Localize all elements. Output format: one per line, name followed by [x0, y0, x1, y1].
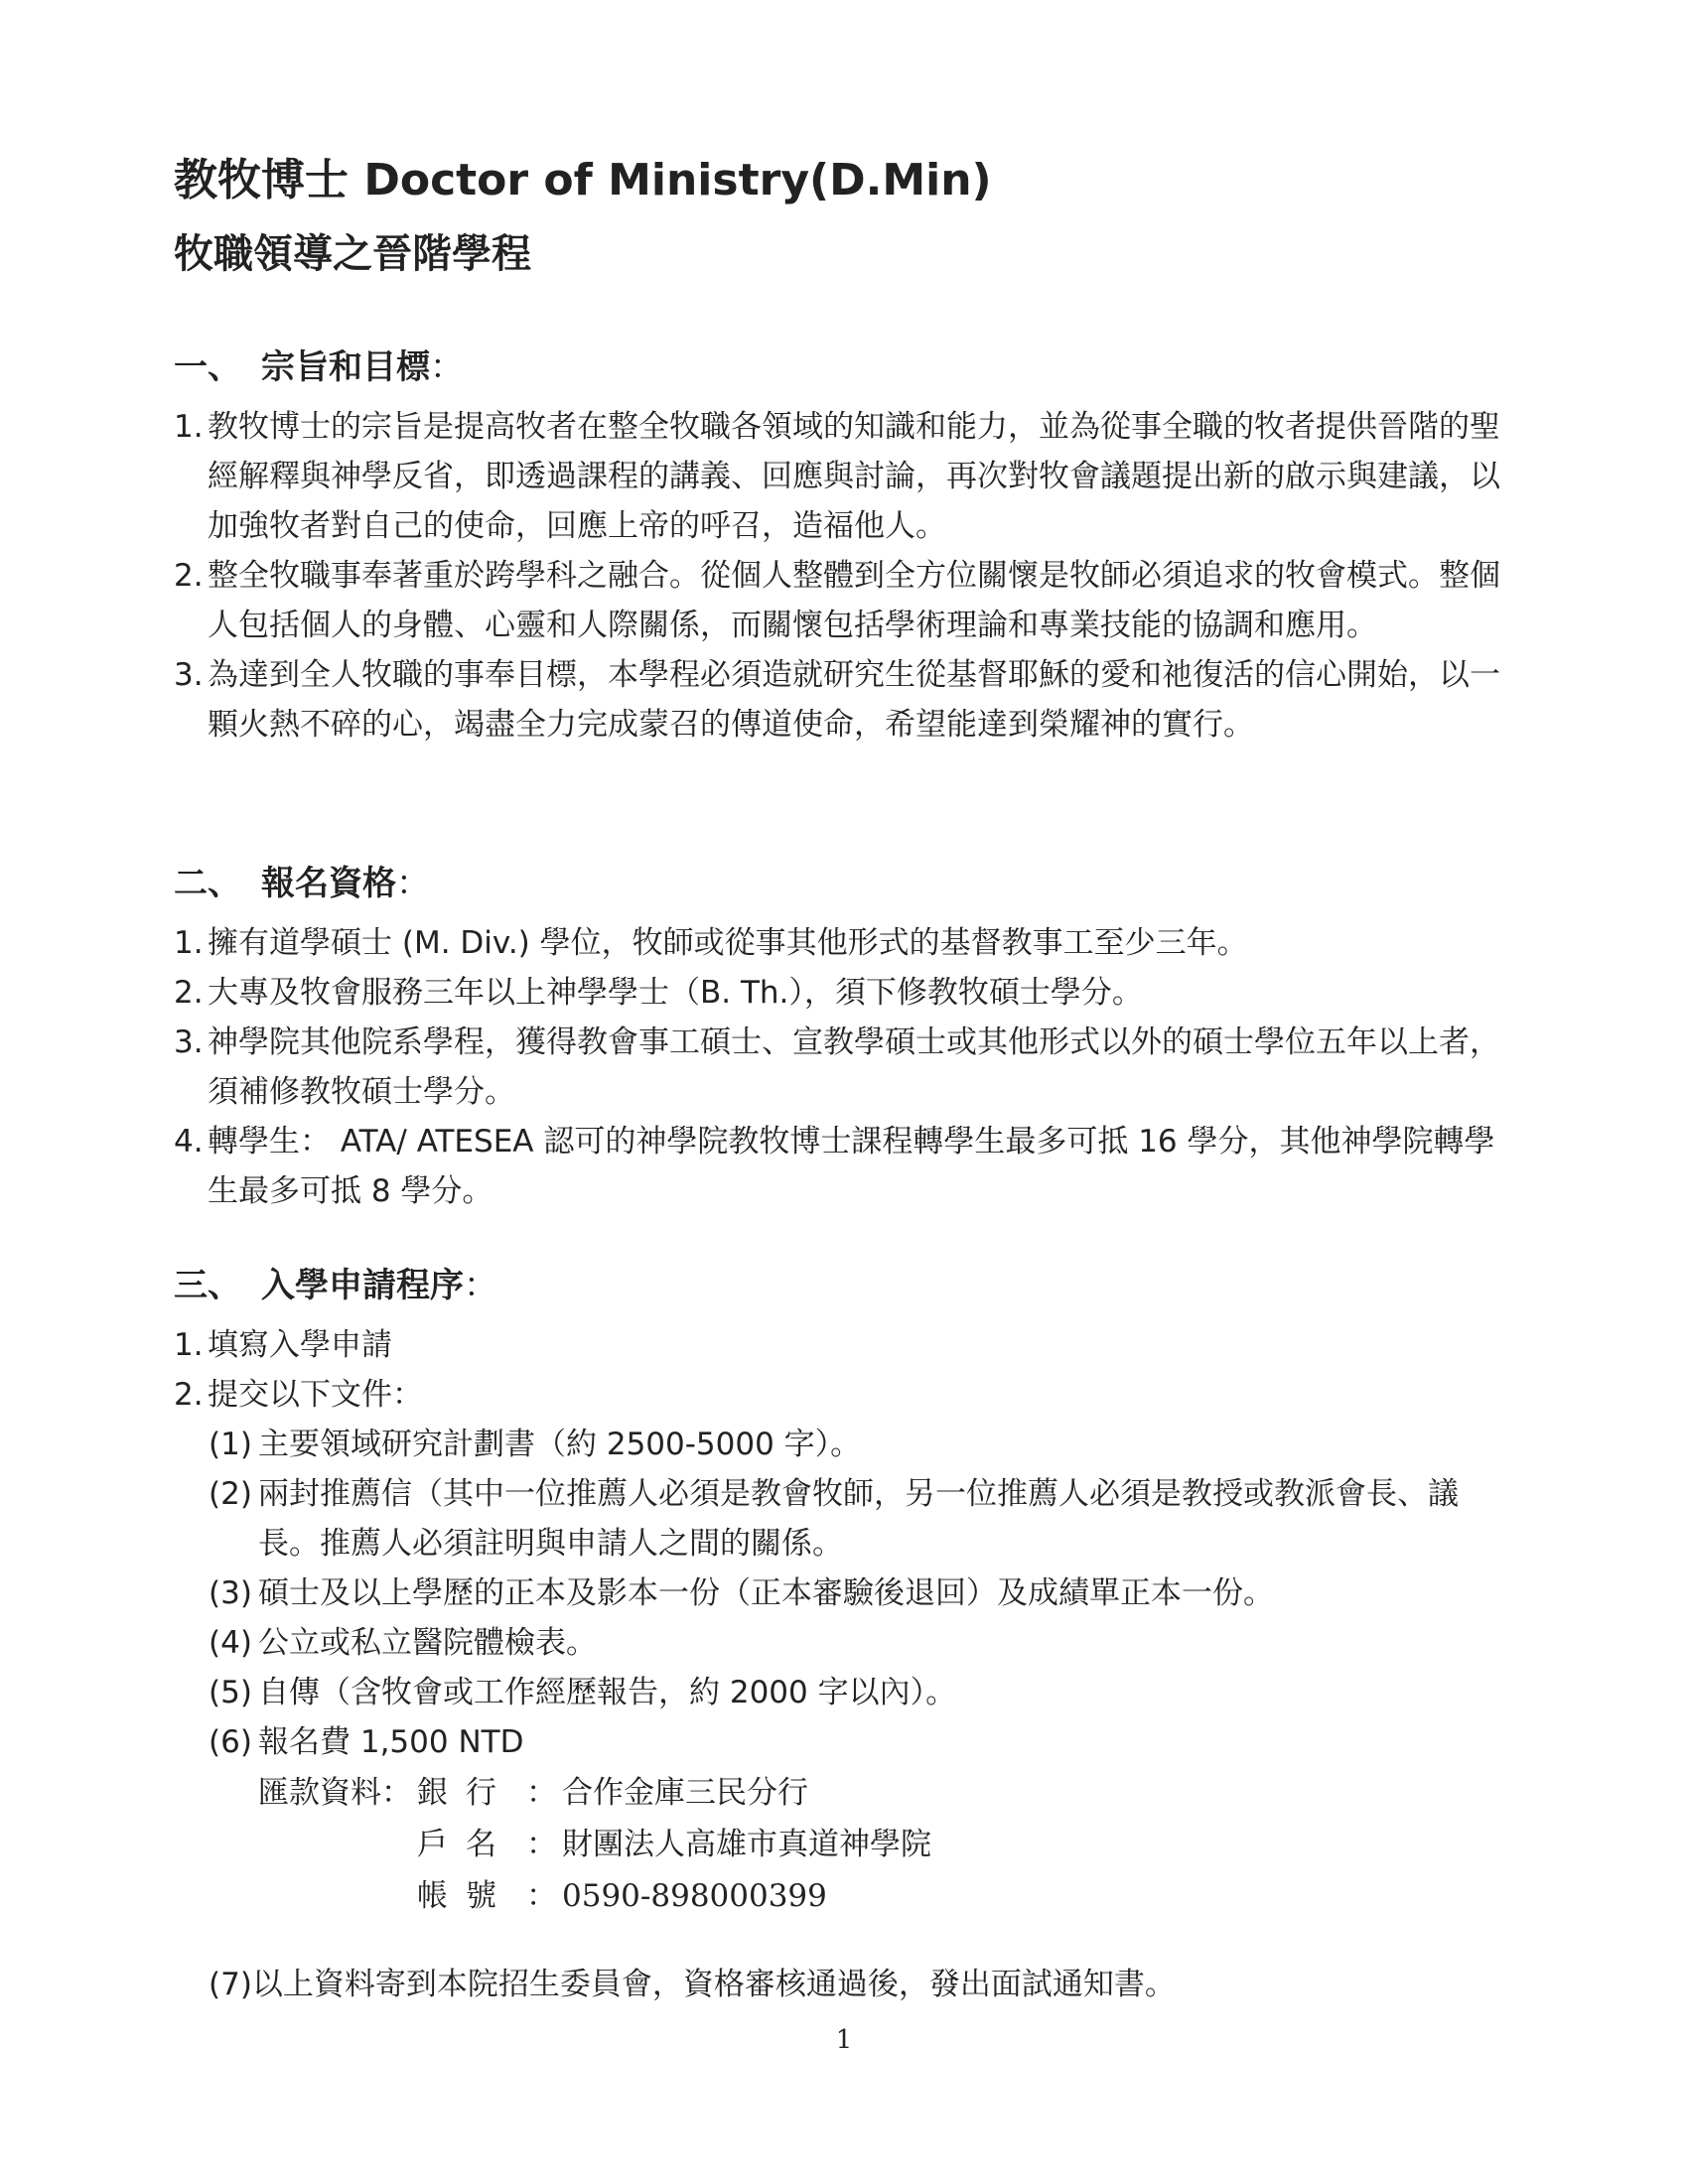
remittance-label: 匯款資料：	[258, 1775, 412, 1811]
section-eligibility-list	[174, 918, 1504, 1216]
list-item: 2. 提交以下文件：	[174, 1377, 423, 1413]
list-item: 2. 大專及牧會服務三年以上神學學士（B. Th.），須下修教牧碩士學分。	[174, 975, 1143, 1011]
section-heading-colon: ：	[464, 1266, 497, 1305]
document-item: (4) 公立或私立醫院體檢表。	[209, 1625, 597, 1661]
list-item: 1. 教牧博士的宗旨是提高牧者在整全牧職各領域的知識和能力，並為從事全職的牧者提供晉階的聖經解釋與神學反省，即透過課程的講義、回應與討論，再次對牧會議題提出新的啟示與建議，以加強牧者對自己的使命，回應上帝的呼召，造福他人。	[174, 409, 1500, 544]
remittance-row-account-name: 戶名 ： 財團法人高雄市真道神學院	[417, 1827, 931, 1862]
list-item: 3. 為達到全人牧職的事奉目標，本學程必須造就研究生從基督耶穌的愛和祂復活的信心開始，以一顆火熱不碎的心，竭盡全力完成蒙召的傳道使命，希望能達到榮耀神的實行。	[174, 657, 1500, 743]
document-item: (5) 自傳（含牧會或工作經歷報告，約 2000 字以內）。	[209, 1675, 957, 1710]
section-heading-purpose	[174, 342, 464, 392]
document-item: (6) 報名費 1,500 NTD	[209, 1724, 524, 1760]
list-item: 3. 神學院其他院系學程，獲得教會事工碩士、宣教學碩士或其他形式以外的碩士學位五年以上者，須補修教牧碩士學分。	[174, 1024, 1500, 1110]
section-heading-colon: ：	[396, 864, 430, 903]
section-heading-text: 報名資格	[261, 864, 396, 903]
document-item: (1) 主要領域研究計劃書（約 2500-5000 字）。	[209, 1427, 862, 1462]
remittance-row-bank: 匯款資料： 銀行 ： 合作金庫三民分行	[174, 1767, 1504, 1819]
list-item: 4. 轉學生： ATA/ ATESEA 認可的神學院教牧博士課程轉學生最多可抵 16 學分，其他神學院轉學生最多可抵 8 學分。	[174, 1124, 1495, 1209]
document-item: (2) 兩封推薦信（其中一位推薦人必須是教會牧師，另一位推薦人必須是教授或教派會長、議長。推薦人必須註明與申請人之間的關係。	[209, 1476, 1459, 1562]
section-heading-text: 入學申請程序	[261, 1266, 464, 1305]
section-heading-application	[174, 1261, 497, 1310]
document-item: (3) 碩士及以上學歷的正本及影本一份（正本審驗後退回）及成績單正本一份。	[209, 1575, 1274, 1611]
page-title: 教牧博士 Doctor of Ministry(D.Min)	[174, 155, 992, 205]
final-note: (7)以上資料寄到本院招生委員會，資格審核通過後，發出面試通知書。	[209, 1967, 1176, 2002]
page-subtitle: 牧職領導之晉階學程	[174, 231, 531, 277]
page-number: 1	[835, 2025, 853, 2055]
section-heading-eligibility	[174, 859, 430, 908]
section-application-list	[174, 1320, 1504, 2009]
remittance-info	[174, 1767, 1504, 1922]
section-heading-text: 宗旨和目標	[261, 347, 430, 387]
section-number: 二、	[174, 864, 241, 903]
list-item: 2. 整全牧職事奉著重於跨學科之融合。從個人整體到全方位關懷是牧師必須追求的牧會模式。整個人包括個人的身體、心靈和人際關係，而關懷包括學術理論和專業技能的協調和應用。	[174, 558, 1500, 643]
section-number: 一、	[174, 347, 241, 387]
section-number: 三、	[174, 1266, 241, 1305]
list-item: 1. 擁有道學碩士 (M. Div.) 學位，牧師或從事其他形式的基督教事工至少三年。	[174, 925, 1248, 961]
section-purpose-list	[174, 402, 1504, 750]
list-item: 1. 填寫入學申請	[174, 1327, 392, 1363]
remittance-row-account-number: 帳號 ： 0590-898000399	[417, 1878, 827, 1914]
section-heading-colon: ：	[430, 347, 464, 387]
